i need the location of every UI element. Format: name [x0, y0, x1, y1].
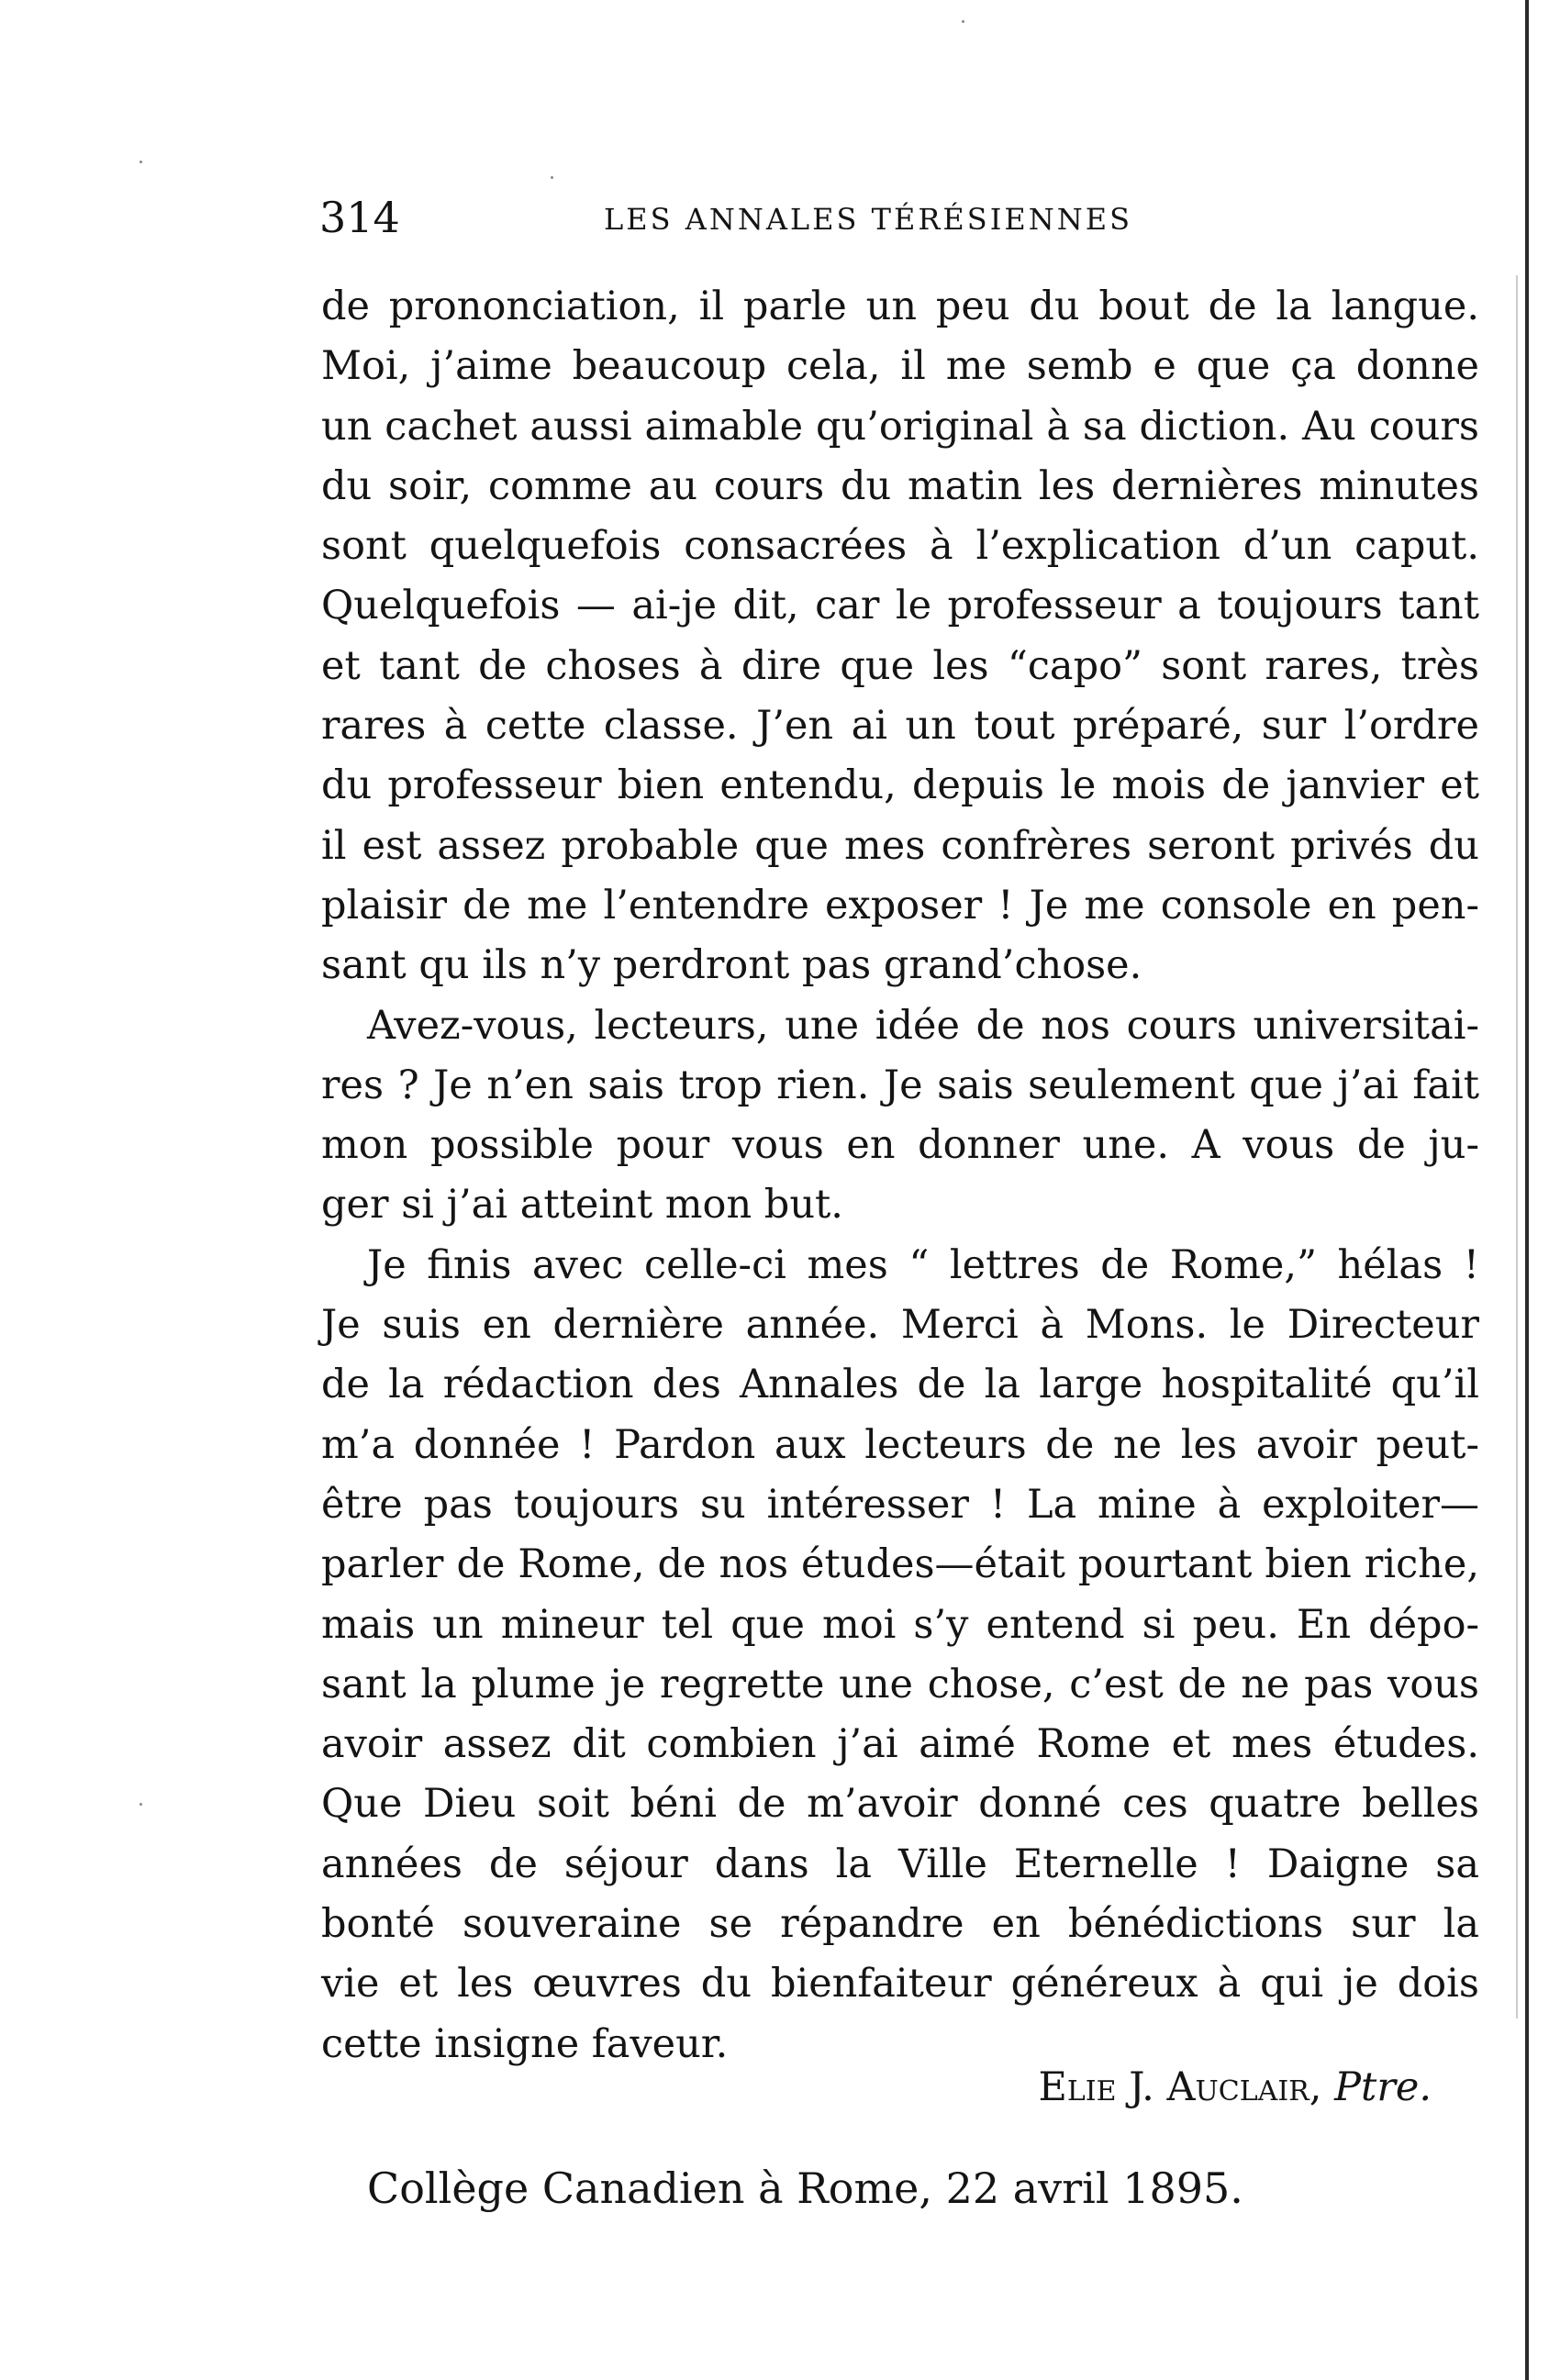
text-line: et tant de choses à dire que les “capo” sont rares, très [321, 642, 1479, 689]
text-line: avoir assez dit combien j’ai aimé Rome et mes études. [321, 1721, 1479, 1768]
text-line: plaisir de me l’entendre exposer ! Je me console en pen- [321, 882, 1479, 929]
text-line: m’a donnée ! Pardon aux lecteurs de ne les avoir peut- [321, 1421, 1479, 1468]
text-line: de la rédaction des Annales de la large hospitalité qu’il [321, 1362, 1479, 1408]
text-line: il est assez probable que mes confrères seront privés du [321, 822, 1479, 869]
print-speck [551, 176, 553, 179]
text-line: sant qu ils n’y perdront pas grand’chose. [321, 942, 1142, 989]
text-line: Moi, j’aime beaucoup cela, il me semb e que ça donne [321, 343, 1479, 390]
text-line: Je suis en dernière année. Merci à Mons. le Directeur [321, 1302, 1479, 1349]
text-line: mon possible pour vous en donner une. A vous de ju- [321, 1122, 1479, 1169]
text-line: années de séjour dans la Ville Eternelle ! Daigne sa [321, 1841, 1479, 1887]
running-title: LES ANNALES TÉRÉSIENNES [604, 202, 1132, 237]
dateline: Collège Canadien à Rome, 22 avril 1895. [367, 2163, 1243, 2213]
signature [936, 2064, 1432, 2110]
author-name: Elie J. Auclair, [1038, 2064, 1322, 2110]
text-line: sont quelquefois consacrées à l’explication d’un caput. [321, 523, 1479, 570]
text-line: Quelquefois — ai-je dit, car le professeur a toujours tant [321, 583, 1479, 629]
text-line: ger si j’ai atteint mon but. [321, 1182, 843, 1229]
text-line: sant la plume je regrette une chose, c’est de ne pas vous [321, 1661, 1479, 1707]
author-title: Ptre. [1334, 2064, 1432, 2110]
text-line: du professeur bien entendu, depuis le mois de janvier et [321, 762, 1479, 809]
text-line: du soir, comme au cours du matin les dernières minutes [321, 462, 1479, 509]
page-edge-rule [1525, 0, 1529, 2380]
text-line: bonté souveraine se répandre en bénédictions sur la [321, 1901, 1479, 1948]
text-line: vie et les œuvres du bienfaiteur généreux à qui je dois [321, 1961, 1479, 2007]
print-speck [139, 161, 142, 163]
page-number: 314 [319, 193, 400, 242]
text-line: Je finis avec celle-ci mes “ lettres de Rome,” hélas ! [367, 1241, 1479, 1288]
print-speck [962, 20, 964, 23]
body-text [321, 277, 1479, 2074]
print-speck [139, 1803, 142, 1806]
text-line: mais un mineur tel que moi s’y entend si peu. En dépo- [321, 1601, 1479, 1648]
text-line: cette insigne faveur. [321, 2020, 729, 2067]
text-line: de prononciation, il parle un peu du bout de la langue. [321, 284, 1479, 329]
text-line: res ? Je n’en sais trop rien. Je sais seulement que j’ai fait [321, 1062, 1479, 1108]
page-header [319, 193, 1485, 248]
text-line: un cachet aussi aimable qu’original à sa diction. Au cours [321, 403, 1479, 450]
text-line: rares à cette classe. J’en ai un tout préparé, sur l’ordre [321, 703, 1479, 750]
text-line: Que Dieu soit béni de m’avoir donné ces quatre belles [321, 1781, 1479, 1828]
text-line: être pas toujours su intéresser ! La mine à exploiter— [321, 1481, 1479, 1528]
text-line: Avez-vous, lecteurs, une idée de nos cours universitai- [367, 1002, 1479, 1049]
text-line: parler de Rome, de nos études—était pourtant bien riche, [321, 1541, 1479, 1588]
page-edge-shadow [1516, 275, 1518, 2019]
